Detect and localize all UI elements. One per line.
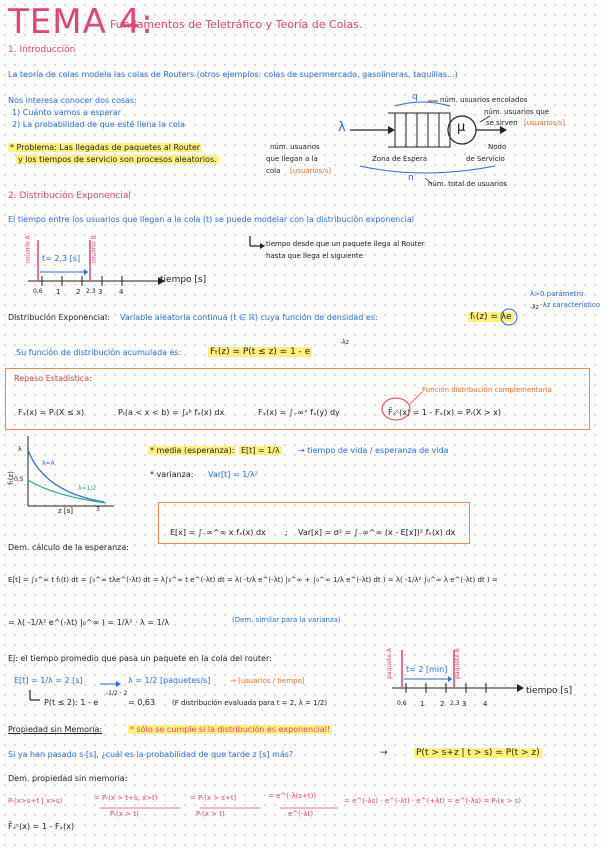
section1-line1: La teoría de colas modela las colas de Routers (otros ejemplos: colas de supermercado, gasolineras, taquillas...) bbox=[8, 70, 458, 79]
interest-text: Nos interesa conocer dos cosas: bbox=[8, 96, 137, 105]
repaso-f1: Fₓ(x) = Pᵣ(X ≤ x) bbox=[18, 408, 85, 417]
density-graph bbox=[14, 434, 124, 514]
timeline1-axis-label: tiempo [s] bbox=[160, 275, 207, 285]
t-desc-arrow bbox=[248, 236, 268, 250]
example-arrow bbox=[100, 680, 124, 688]
example-text: Ej: el tiempo promedio que pasa un paquete en la cola del router: bbox=[8, 654, 272, 663]
fraction-bars bbox=[100, 806, 350, 810]
timeline1-tick-2: 2 bbox=[76, 288, 81, 296]
mean-label: * media (esperanza): bbox=[150, 446, 235, 455]
timeline1-tick-23: 2.3 bbox=[86, 288, 96, 295]
cdf-formula: Fₜ(z) = P(t ≤ z) = 1 - e bbox=[210, 347, 311, 357]
proof-line-1: E[t] = ∫₀^∞ t fₜ(t) dt = ∫₀^∞ tλe^(-λt) dt = λ∫₀^∞ t e^(-λt) dt = λ( -t/λ e^(-λt) |₀^∞ + ∫₀^∞ 1/λ e^(-λt) dt ) = λ( -1/λ² ∫₀^∞ λ e^(-λt) dt ) = bbox=[8, 576, 498, 584]
cdf-exponent: -λz bbox=[340, 339, 349, 346]
repaso-note: Función distribución complementaria bbox=[422, 386, 552, 394]
problem-line-1: * Problema: Las llegadas de paquetes al Router bbox=[10, 143, 201, 152]
node-label-2: de Servicio bbox=[466, 155, 505, 163]
param-note-1: λ>0 parámetro bbox=[530, 290, 584, 298]
density-text: Variable aleatoria continua (t ∈ ℝ) cuya función de densidad es: bbox=[120, 313, 378, 322]
proof-line-2: = λ( -1/λ² e^(-λt) |₀^∞ ) = 1/λ² · λ = 1/λ bbox=[8, 618, 170, 627]
timeline1-user-a: usuario A bbox=[24, 235, 32, 264]
dem-term-1: Pᵣ(x>s+t | x>s) bbox=[8, 797, 63, 805]
timeline1-user-b: usuario B bbox=[90, 235, 98, 264]
timeline-2 bbox=[392, 648, 532, 708]
timeline1-zero: 0,6 bbox=[33, 288, 43, 295]
prob-arrow bbox=[28, 690, 44, 706]
timeline2-zero: 0,6 bbox=[397, 700, 407, 707]
arrive-desc-3: cola bbox=[266, 167, 281, 175]
lambda-symbol: λ bbox=[338, 120, 346, 135]
served-desc-2: se sirven bbox=[486, 119, 518, 127]
served-desc: núm. usuarios que bbox=[484, 108, 550, 116]
timeline2-user-b: paquete B bbox=[453, 648, 461, 679]
example-prob-result: = 0,63 bbox=[128, 698, 156, 707]
n-label: n bbox=[408, 173, 414, 183]
timeline1-tick-4: 4 bbox=[119, 288, 124, 296]
repaso-f2: Pᵣ(a < x < b) = ∫ₐᵇ fₓ(x) dx bbox=[118, 408, 225, 417]
dem-term-2: = Pᵣ(x > t+s, x>t) bbox=[94, 794, 158, 802]
var-value: Var[t] = 1/λ² bbox=[208, 470, 258, 479]
dem-term-2-den: Pᵣ(x > t) bbox=[110, 810, 139, 818]
example-lambda: λ = 1/2 [paquetes/s] bbox=[128, 676, 211, 685]
timeline2-tick-1: 1 bbox=[420, 700, 425, 708]
var-definition: Var[x] = σ² = ∫₋∞^∞ (x - E[x])² fₓ(x) dx bbox=[298, 528, 456, 537]
var-label: * varianza: bbox=[150, 470, 194, 479]
defs-box bbox=[158, 502, 470, 544]
dem-term-4: = e^(-λ(s+t)) bbox=[268, 792, 317, 800]
timeline1-t-label: t= 2,3 [s] bbox=[42, 254, 81, 263]
timeline2-tick-2: 2 bbox=[440, 700, 445, 708]
defs-separator: ; bbox=[285, 528, 288, 537]
timeline2-tick-4: 4 bbox=[483, 700, 488, 708]
example-prob-note: (F distribución evaluada para t = 2, λ = 1/2) bbox=[172, 699, 328, 707]
interest-item-1: 1) Cuánto vamos a esperar bbox=[12, 108, 122, 117]
e-definition: E[x] = ∫₋∞^∞ x fₓ(x) dx bbox=[170, 528, 266, 537]
graph-y1: λ bbox=[18, 446, 22, 453]
memoryless-dem-heading: Dem. propiedad sin memoria: bbox=[8, 774, 128, 783]
q-desc: núm. usuarios encolados bbox=[440, 96, 528, 104]
q-label: q bbox=[412, 92, 418, 102]
repaso-heading: Repaso Estadística: bbox=[14, 374, 92, 383]
density-label: Distribución Exponencial: bbox=[8, 313, 110, 322]
arrive-unit: [usuarios/s] bbox=[290, 167, 332, 175]
example-prob: P(t ≤ 2): 1 - e bbox=[44, 698, 99, 707]
example-units: → [usuarios / tiempo] bbox=[230, 677, 305, 685]
page-title: TEMA 4: bbox=[8, 2, 154, 42]
section2-heading: 2. Distribución Exponencial bbox=[8, 191, 131, 201]
proof-note: (Dem. similar para la varianza) bbox=[232, 616, 341, 624]
graph-xlabel: z [s] bbox=[58, 507, 74, 515]
waiting-zone-label: Zona de Espera bbox=[372, 155, 427, 163]
interest-item-2: 2) La probabilidad de que esté llena la cola bbox=[12, 120, 185, 129]
dem-term-4-den: e^(-λt) bbox=[288, 810, 314, 818]
example-mean: E[t] = 1/λ = 2 [s] bbox=[14, 676, 83, 685]
section1-heading: 1. Introducción bbox=[8, 45, 76, 55]
density-formula: fₜ(z) = λe bbox=[470, 312, 512, 322]
repaso-box bbox=[5, 368, 590, 430]
memoryless-heading: Propiedad sin Memoria: bbox=[8, 725, 103, 734]
mean-value: E[t] = 1/λ bbox=[240, 446, 280, 455]
served-unit: [usuarios/s] bbox=[524, 119, 566, 127]
dem-last-line: F̄ₓᶜ(x) = 1 - Fₓ(x) bbox=[8, 822, 75, 831]
repaso-f3: Fₓ(x) = ∫₋∞ˣ fₓ(y) dy bbox=[258, 408, 340, 417]
dem-term-3-den: Pᵣ(x > t) bbox=[196, 810, 225, 818]
complementary-circle bbox=[380, 392, 420, 422]
timeline1-tick-3: 3 bbox=[98, 288, 103, 296]
timeline2-user-a: paquete A bbox=[385, 648, 393, 679]
node-label: Nodo bbox=[488, 143, 507, 151]
arrive-desc-2: que llegan a la bbox=[266, 155, 318, 163]
density-exponent: -λz bbox=[530, 304, 539, 311]
memoryless-answer: P(t > s+z | t > s) = P(t > z) bbox=[416, 748, 540, 758]
graph-x2: 3 bbox=[96, 506, 100, 513]
timeline2-axis-label: tiempo [s] bbox=[526, 686, 573, 696]
problem-line-2: y los tiempos de servicio son procesos aleatorios. bbox=[18, 155, 217, 164]
t-desc-1: tiempo desde que un paquete llega al Router bbox=[266, 240, 425, 248]
mu-symbol: μ bbox=[457, 120, 466, 135]
memoryless-question: Si ya han pasado s [s], ¿cuál es la probabilidad de que tarde z [s] más? bbox=[8, 750, 294, 759]
graph-curve2-label: λ=1/2 bbox=[78, 485, 97, 492]
memoryless-note: * sólo se cumple si la distribución es exponencial! bbox=[130, 725, 331, 734]
graph-curve1-label: λ=A bbox=[42, 460, 55, 467]
cdf-label: Su función de distribución acumulada es: bbox=[16, 348, 182, 357]
dem-term-5: = e^(-λs) · e^(-λt) · e^(+λt) = e^(-λs) = Pᵣ(x > s) bbox=[344, 797, 522, 805]
timeline2-tick-3: 3 bbox=[462, 700, 467, 708]
graph-ylabel: fₜ(z) bbox=[6, 471, 15, 485]
t-desc-2: hasta que llega el siguiente bbox=[266, 252, 363, 260]
example-prob-exp: -1/2 · 2 bbox=[106, 690, 128, 697]
timeline2-tick-23: 2.3 bbox=[450, 700, 460, 707]
param-note-2: -λz característico bbox=[540, 301, 601, 309]
timeline1-tick-1: 1 bbox=[56, 288, 61, 296]
repaso-f4: F̄ₓᶜ(x) = 1 - Fₓ(x) = Pᵣ(X > x) bbox=[388, 408, 501, 417]
timeline2-t-label: t= 2 [min] bbox=[406, 665, 448, 674]
graph-y2: 0,5 bbox=[14, 476, 24, 483]
memoryless-arrow: → bbox=[380, 748, 388, 758]
mean-desc: → tiempo de vida / esperanza de vida bbox=[298, 446, 449, 455]
section2-line1: El tiempo entre los usuarios que llegan a la cola (t) se puede modelar con la distribución exponencial bbox=[8, 215, 414, 224]
proof-heading: Dem. cálculo de la esperanza: bbox=[8, 543, 129, 552]
page-subtitle: Fundamentos de Teletráfico y Teoría de Colas. bbox=[110, 18, 363, 31]
arrive-desc-1: núm. usuarios bbox=[270, 143, 320, 151]
n-desc: núm. total de usuarios bbox=[428, 180, 507, 188]
lambda-circle bbox=[500, 308, 520, 328]
dem-term-3: = Pᵣ(x > s+t) bbox=[190, 794, 237, 802]
